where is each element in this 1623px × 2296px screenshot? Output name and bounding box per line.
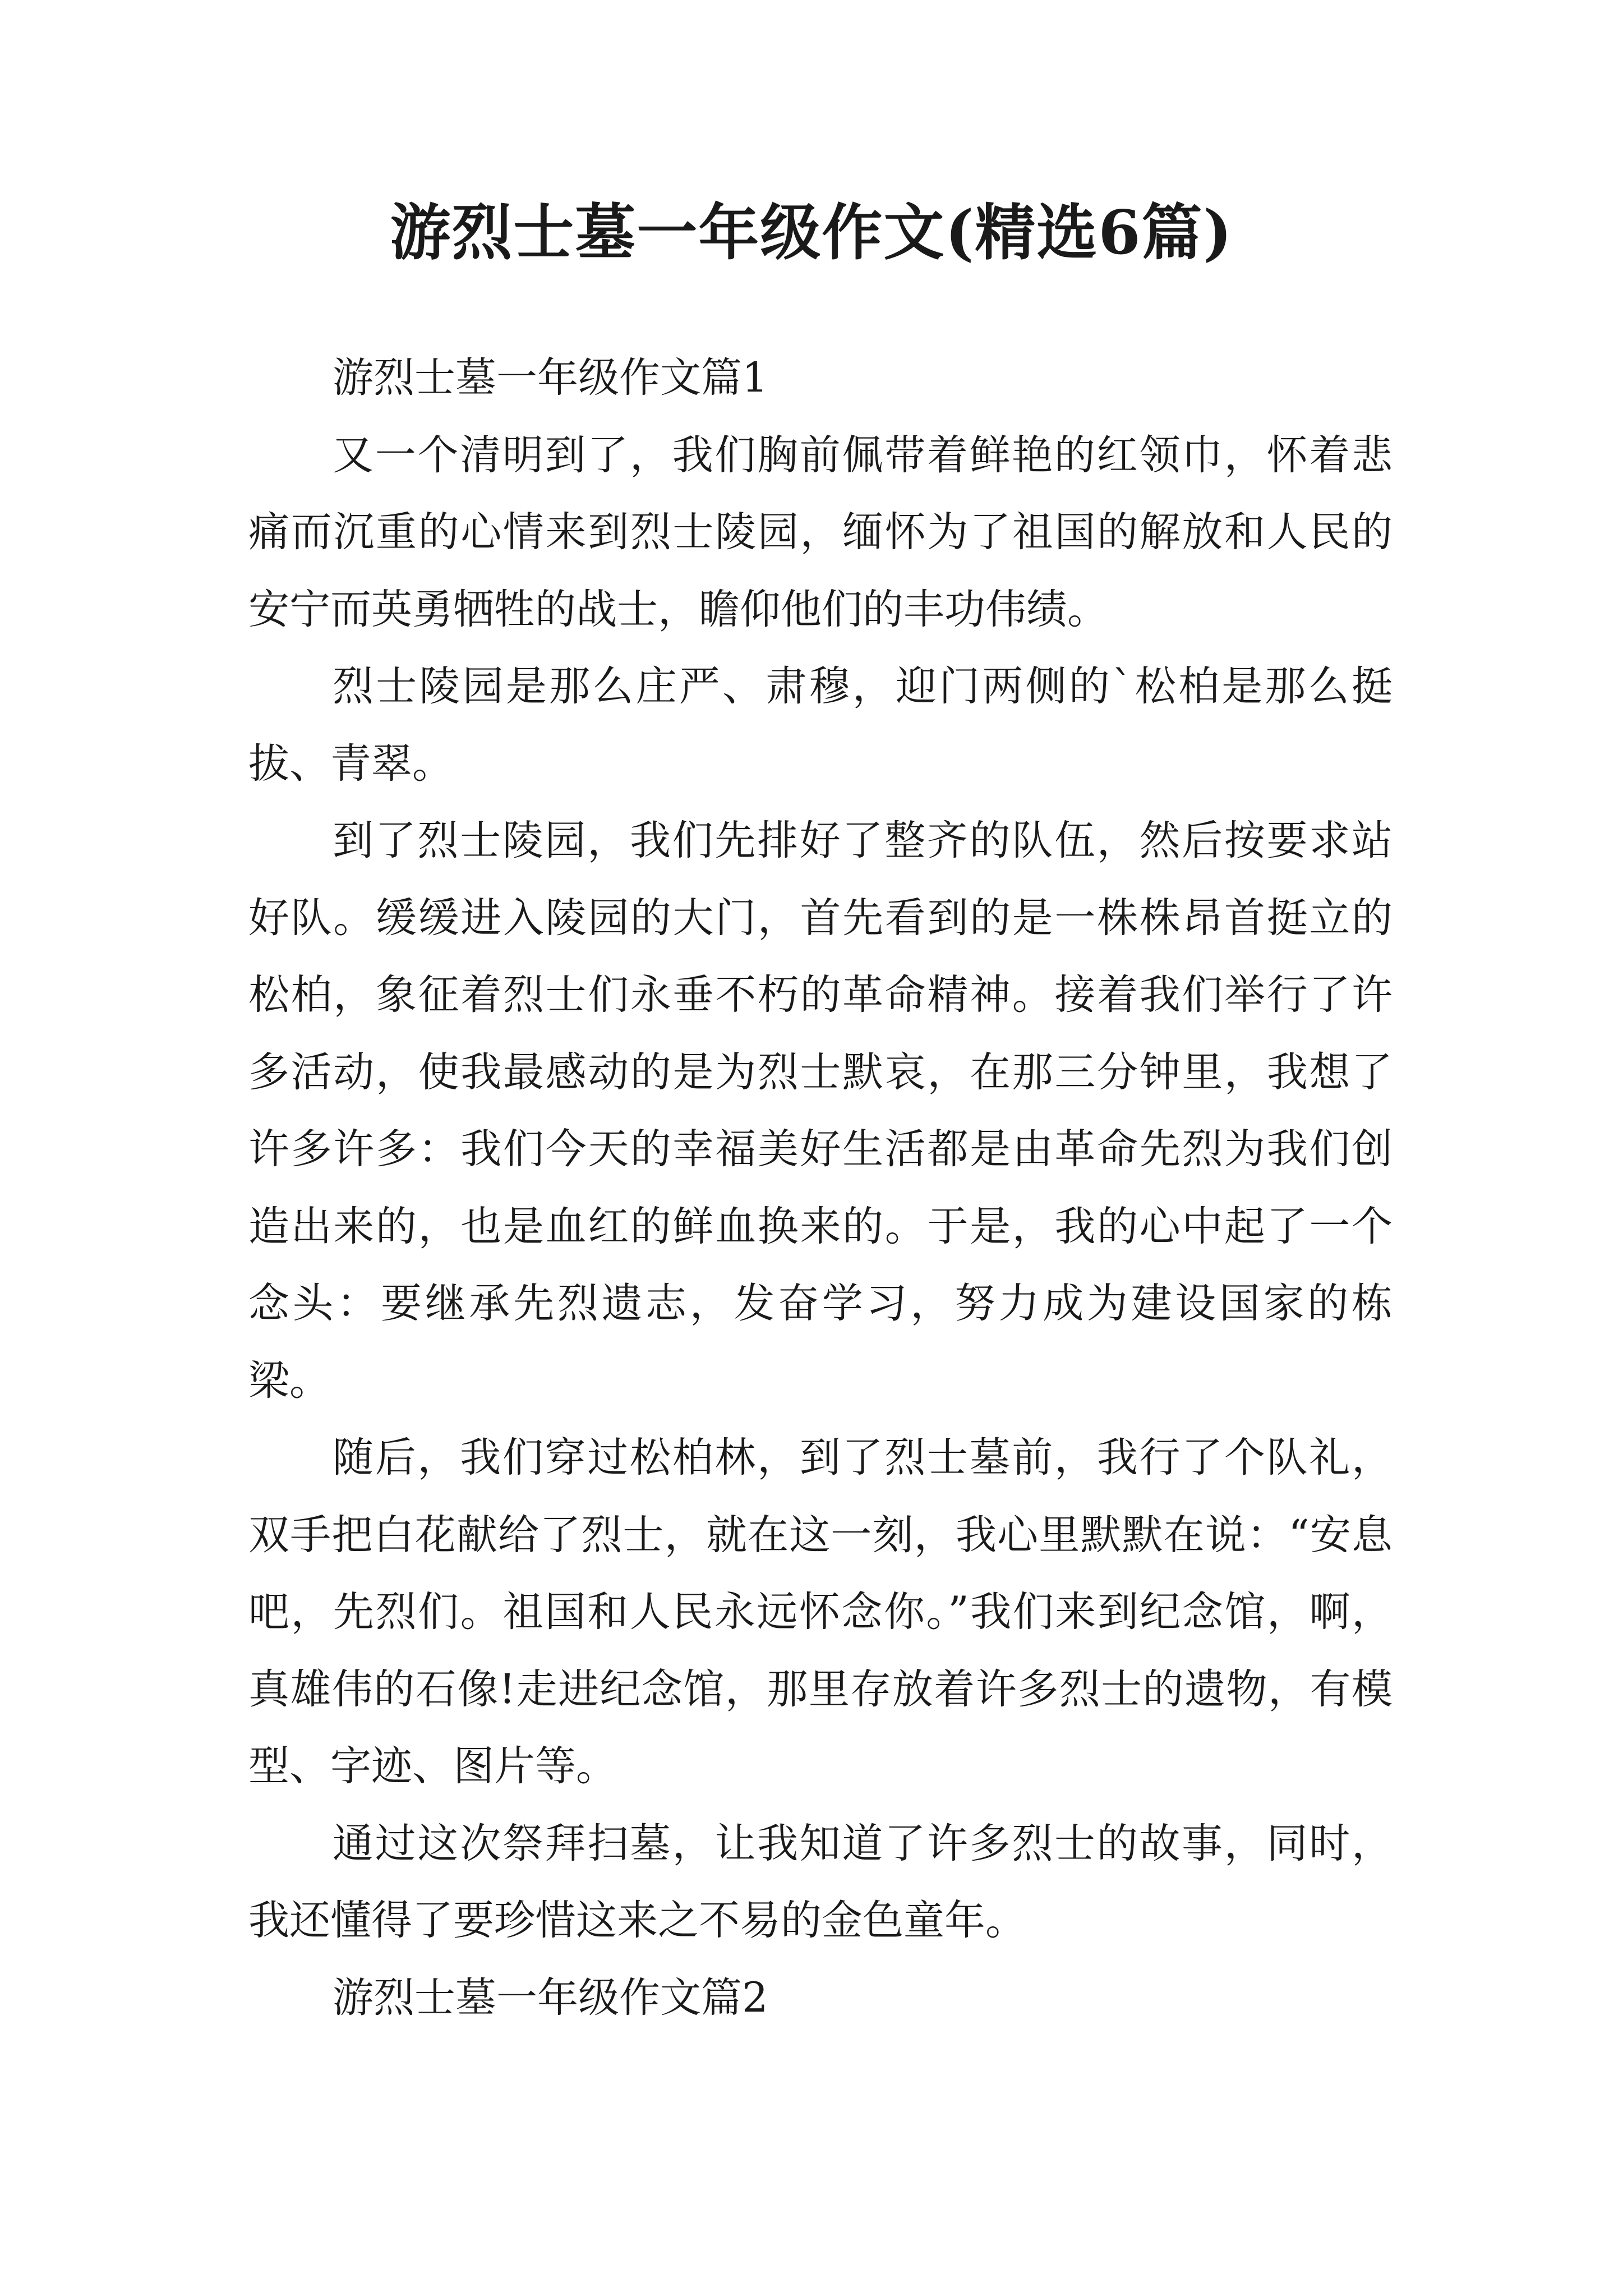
paragraph: 随后，我们穿过松柏林，到了烈士墓前，我行了个队礼，双手把白花献给了烈士，就在这一刻，我心里默默在说：“安息吧，先烈们。祖国和人民永远怀念你。”我们来到纪念馆，啊，真雄伟的石像!走进纪念馆，那里存放着许多烈士的遗物，有模型、字迹、图片等。 — [248, 1434, 1393, 1790]
section-heading: 游烈士墓一年级作文篇1 — [333, 354, 768, 402]
section-heading: 游烈士墓一年级作文篇2 — [333, 1973, 768, 2022]
paragraph: 又一个清明到了，我们胸前佩带着鲜艳的红领巾，怀着悲痛而沉重的心情来到烈士陵园，缅怀为了祖国的解放和人民的安宁而英勇牺牲的战士，瞻仰他们的丰功伟绩。 — [248, 431, 1393, 633]
paragraph: 烈士陵园是那么庄严、肃穆，迎门两侧的`松柏是那么挺拔、青翠。 — [248, 662, 1393, 788]
paragraph: 到了烈士陵园，我们先排好了整齐的队伍，然后按要求站好队。缓缓进入陵园的大门，首先看到的是一株株昂首挺立的松柏，象征着烈士们永垂不朽的革命精神。接着我们举行了许多活动，使我最感动的是为烈士默哀，在那三分钟里，我想了许多许多：我们今天的幸福美好生活都是由革命先烈为我们创造出来的，也是血红的鲜血换来的。于是，我的心中起了一个念头：要继承先烈遗志，发奋学习，努力成为建设国家的栋梁。 — [248, 817, 1393, 1405]
document-body — [248, 339, 1393, 2036]
paragraph: 通过这次祭拜扫墓，让我知道了许多烈士的故事，同时，我还懂得了要珍惜这来之不易的金色童年。 — [248, 1819, 1393, 1944]
document-title: 游烈士墓一年级作文(精选6篇) — [390, 197, 1233, 268]
